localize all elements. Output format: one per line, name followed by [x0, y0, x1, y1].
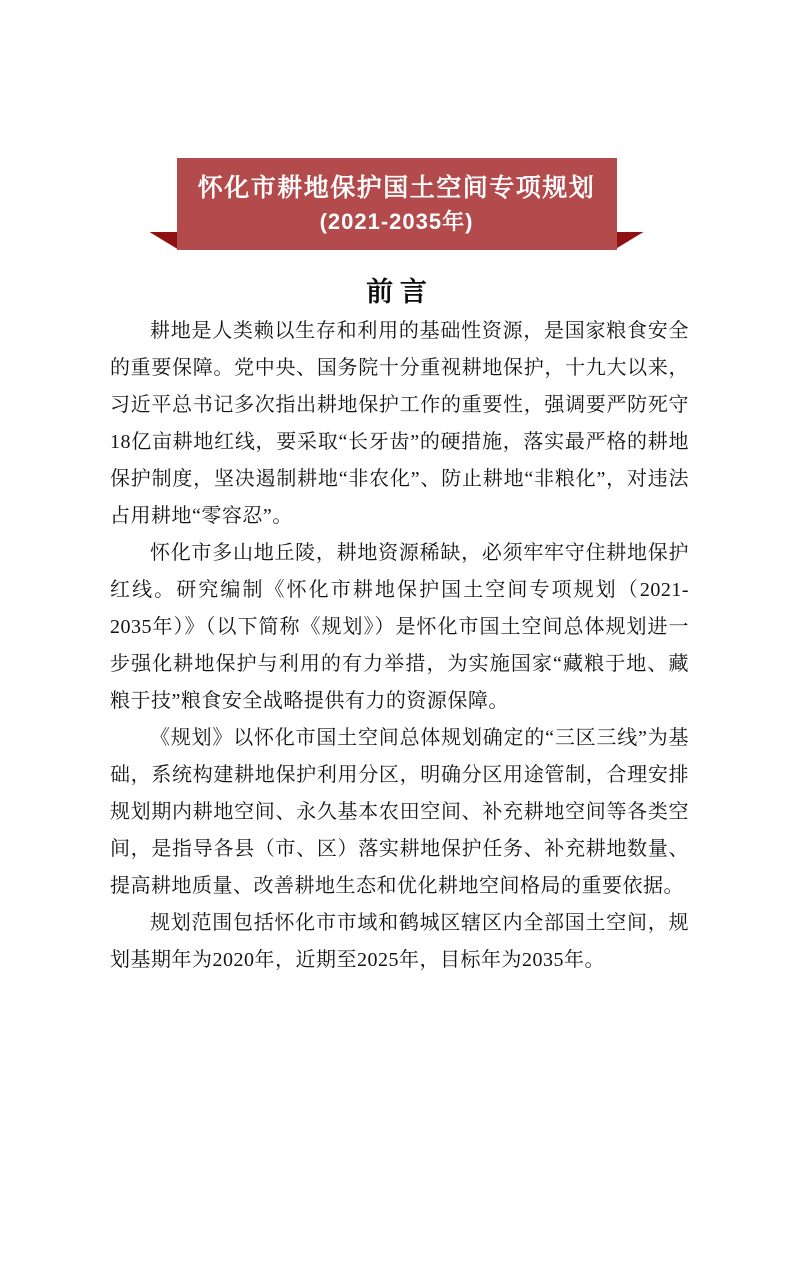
title-ribbon [177, 158, 617, 250]
preface-body [110, 313, 689, 979]
preface-paragraph-2: 怀化市多山地丘陵，耕地资源稀缺，必须牢牢守住耕地保护红线。研究编制《怀化市耕地保护国土空间专项规划（2021-2035年）》（以下简称《规划》）是怀化市国土空间总体规划进一步强化耕地保护与利用的有力举措，为实施国家“藏粮于地、藏粮于技”粮食安全战略提供有力的资源保障。 [110, 542, 689, 713]
ribbon-band [177, 158, 617, 250]
document-title-years: (2021-2035年) [319, 208, 474, 234]
ribbon-fold-right [616, 232, 644, 249]
preface-paragraph-4: 规划范围包括怀化市市域和鹤城区辖区内全部国土空间，规划基期年为2020年，近期至2025年，目标年为2035年。 [110, 912, 689, 972]
document-page [0, 158, 793, 1280]
preface-heading: 前 言 [366, 277, 427, 307]
document-title: 怀化市耕地保护国土空间专项规划 [197, 173, 596, 202]
preface-paragraph-3: 《规划》以怀化市国土空间总体规划确定的“三区三线”为基础，系统构建耕地保护利用分区，明确分区用途管制，合理安排规划期内耕地空间、永久基本农田空间、补充耕地空间等各类空间，是指导各县（市、区）落实耕地保护任务、补充耕地数量、提高耕地质量、改善耕地生态和优化耕地空间格局的重要依据。 [110, 727, 689, 898]
preface-paragraph-1: 耕地是人类赖以生存和利用的基础性资源，是国家粮食安全的重要保障。党中央、国务院十分重视耕地保护，十九大以来，习近平总书记多次指出耕地保护工作的重要性，强调要严防死守18亿亩耕地红线，要采取“长牙齿”的硬措施，落实最严格的耕地保护制度，坚决遏制耕地“非农化”、防止耕地“非粮化”，对违法占用耕地“零容忍”。 [110, 320, 689, 528]
ribbon-fold-left [150, 232, 178, 249]
